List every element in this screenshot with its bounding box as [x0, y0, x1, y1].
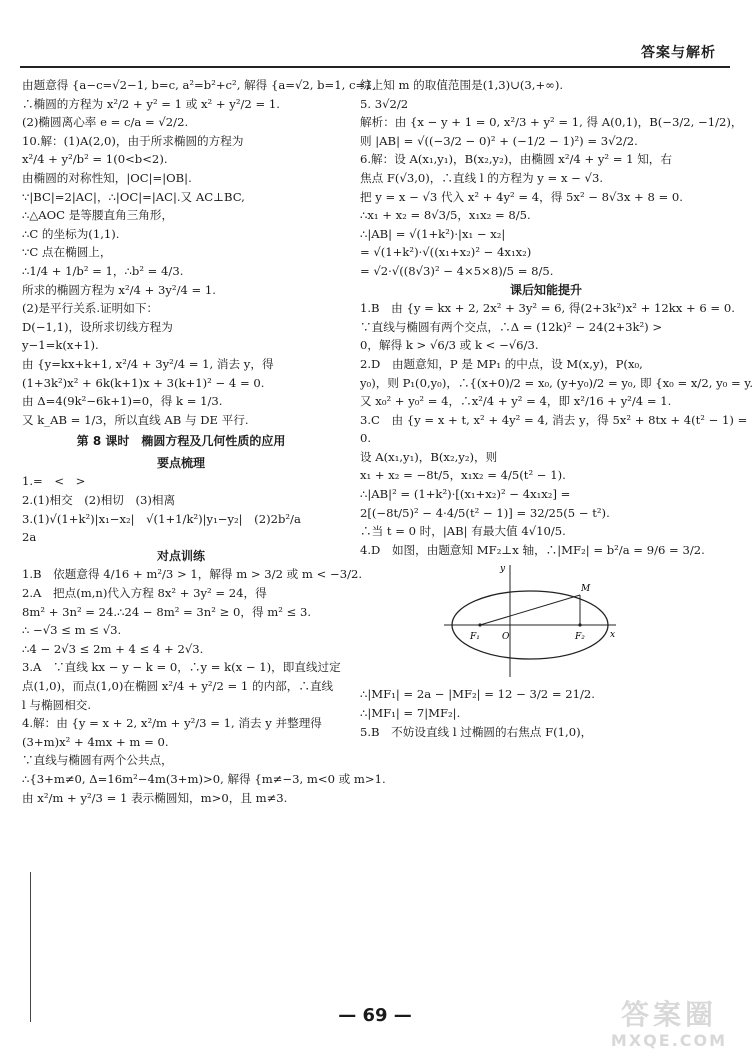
- text-line: 2.(1)相交 (2)相切 (3)相离: [22, 493, 176, 508]
- text-line: 所求的椭圆方程为 x²/4 + 3y²/4 = 1.: [22, 282, 216, 297]
- text-line: 解析：由 {x − y + 1 = 0, x²/3 + y² = 1, 得 A(0,1)，B(−3/2, −1/2)，: [360, 115, 743, 130]
- line-f1-m: [480, 595, 580, 625]
- page-number: — 69 —: [338, 1005, 412, 1026]
- text-line: 综上知 m 的取值范围是(1,3)∪(3,+∞).: [360, 78, 564, 92]
- point-f2: [578, 624, 581, 627]
- text-line: 4.解：由 {y = x + 2, x²/m + y²/3 = 1, 消去 y 并整理得: [22, 716, 322, 731]
- page-header: [20, 40, 730, 68]
- text-line: 0，解得 k > √6/3 或 k < −√6/3.: [360, 338, 539, 353]
- text-line: 由 {y=kx+k+1, x²/4 + 3y²/4 = 1, 消去 y，得: [22, 356, 274, 371]
- text-line: ∴ −√3 ≤ m ≤ √3.: [22, 623, 122, 638]
- origin-label: O: [502, 632, 510, 643]
- text-line: 1.= < >: [22, 474, 86, 489]
- text-line: 则 |AB| = √((−3/2 − 0)² + (−1/2 − 1)²) = 3√2/2.: [360, 133, 638, 148]
- text-line: 把 y = x − √3 代入 x² + 4y² = 4，得 5x² − 8√3x + 8 = 0.: [360, 189, 683, 204]
- text-line: ∴C 的坐标为(1,1).: [22, 226, 120, 241]
- point-f1-label: F₁: [470, 632, 480, 643]
- text-line: 由题意得 {a−c=√2−1, b=c, a²=b²+c², 解得 {a=√2, b=1, c=1,: [22, 78, 377, 92]
- text-line: 由椭圆的对称性知，|OC|=|OB|.: [22, 170, 192, 185]
- text-line: ∵C 点在椭圆上，: [22, 245, 112, 260]
- text-line: 3.A ∵直线 kx − y − k = 0，∴y = k(x − 1)，即直线过定: [22, 660, 341, 675]
- text-line: 1.B 由 {y = kx + 2, 2x² + 3y² = 6, 得(2+3k²)x² + 12kx + 6 = 0.: [360, 301, 735, 316]
- text-line: ∴当 t = 0 时，|AB| 有最大值 4√10/5.: [360, 524, 566, 539]
- text-line: ∴1/4 + 1/b² = 1，∴b² = 4/3.: [22, 263, 184, 278]
- text-line: (3+m)x² + 4mx + m = 0.: [22, 734, 169, 749]
- header-title: 答案与解析: [641, 45, 716, 61]
- ellipse-figure: [440, 561, 620, 681]
- point-f1: [478, 624, 481, 627]
- text-line: ∴|AB| = √(1+k²)·|x₁ − x₂|: [360, 226, 506, 241]
- margin-rule: [30, 872, 31, 1022]
- point-m-label: M: [581, 584, 591, 595]
- text-line: ∴|AB|² = (1+k²)·[(x₁+x₂)² − 4x₁x₂] =: [360, 487, 571, 502]
- text-line: 3.C 由 {y = x + t, x² + 4y² = 4, 消去 y，得 5x² + 8tx + 4(t² − 1) =: [360, 412, 748, 427]
- text-line: 由 x²/m + y²/3 = 1 表示椭圆知，m>0，且 m≠3.: [22, 790, 288, 805]
- subsection-heading: 要点梳理: [156, 455, 205, 470]
- text-line: ∴|MF₁| = 2a − |MF₂| = 12 − 3/2 = 21/2.: [360, 687, 595, 702]
- text-line: 2[(−8t/5)² − 4·4/5(t² − 1)] = 32/25(5 − t²).: [360, 505, 610, 520]
- text-line: 0.: [360, 431, 372, 446]
- right-column: [360, 76, 753, 741]
- subsection-heading: 课后知能提升: [509, 282, 582, 297]
- point-f2-label: F₂: [575, 632, 585, 643]
- text-line: x²/4 + y²/b² = 1(0<b<2).: [22, 152, 168, 167]
- text-line: = √(1+k²)·√((x₁+x₂)² − 4x₁x₂): [360, 245, 532, 260]
- text-line: 2.A 把点(m,n)代入方程 8x² + 3y² = 24，得: [22, 586, 267, 601]
- y-axis-label: y: [500, 564, 506, 575]
- text-line: y₀)，则 P₁(0,y₀)，∴{(x+0)/2 = x₀, (y+y₀)/2 = y₀, 即 {x₀ = x/2, y₀ = y.: [360, 375, 753, 390]
- text-line: 又 k_AB = 1/3，所以直线 AB 与 DE 平行.: [22, 412, 249, 427]
- text-line: l 与椭圆相交.: [22, 697, 92, 712]
- text-line: 4.D 如图，由题意知 MF₂⊥x 轴，∴|MF₂| = b²/a = 9/6 = 3/2.: [360, 542, 705, 557]
- text-line: 又 x₀² + y₀² = 4，∴x²/4 + y² = 4，即 x²/16 + y²/4 = 1.: [360, 394, 672, 409]
- text-line: y−1=k(x+1).: [22, 338, 99, 353]
- text-line: ∵|BC|=2|AC|，∴|OC|=|AC|.又 AC⊥BC,: [22, 189, 245, 204]
- text-line: ∵直线与椭圆有两个交点，∴Δ = (12k)² − 24(2+3k²) >: [360, 319, 663, 334]
- x-axis-label: x: [610, 630, 616, 641]
- watermark: [594, 999, 744, 1059]
- text-line: 2a: [22, 530, 37, 545]
- text-line: 1.B 依题意得 4/16 + m²/3 > 1，解得 m > 3/2 或 m < −3/2.: [22, 567, 363, 582]
- subsection-heading: 对点训练: [156, 548, 205, 563]
- section-heading: 第 8 课时 椭圆方程及几何性质的应用: [76, 434, 286, 449]
- text-line: 设 A(x₁,y₁)，B(x₂,y₂)，则: [360, 449, 498, 464]
- text-line: ∴△AOC 是等腰直角三角形，: [22, 208, 174, 223]
- text-line: 点(1,0)，而点(1,0)在椭圆 x²/4 + y²/2 = 1 的内部，∴直线: [22, 679, 334, 693]
- text-line: 2.D 由题意知，P 是 MP₁ 的中点，设 M(x,y)，P(x₀,: [360, 356, 643, 371]
- watermark-line2: MXQE.COM: [610, 1031, 728, 1050]
- text-line: (1+3k²)x² + 6k(k+1)x + 3(k+1)² − 4 = 0.: [22, 375, 265, 390]
- text-line: 由 Δ=4(9k²−6k+1)=0，得 k = 1/3.: [22, 394, 223, 409]
- text-line: = √2·√((8√3)² − 4×5×8)/5 = 8/5.: [360, 263, 554, 278]
- text-line: (2)是平行关系.证明如下：: [22, 301, 159, 316]
- watermark-line1: 答案圈: [620, 998, 717, 1031]
- text-line: ∴4 − 2√3 ≤ 2m + 4 ≤ 4 + 2√3.: [22, 641, 204, 656]
- text-line: ∴椭圆的方程为 x²/2 + y² = 1 或 x² + y²/2 = 1.: [22, 96, 280, 111]
- text-line: 8m² + 3n² = 24.∴24 − 8m² = 3n² ≥ 0，得 m² ≤ 3.: [22, 604, 312, 619]
- text-line: 5.B 不妨设直线 l 过椭圆的右焦点 F(1,0)，: [360, 724, 593, 739]
- text-line: D(−1,1)，设所求切线方程为: [22, 319, 173, 334]
- text-line: ∴x₁ + x₂ = 8√3/5，x₁x₂ = 8/5.: [360, 208, 531, 223]
- text-line: ∴|MF₁| = 7|MF₂|.: [360, 706, 461, 721]
- text-line: 5. 3√2/2: [360, 96, 409, 111]
- text-line: 10.解：(1)A(2,0)，由于所求椭圆的方程为: [22, 133, 244, 148]
- text-line: x₁ + x₂ = −8t/5，x₁x₂ = 4/5(t² − 1).: [360, 468, 566, 483]
- text-line: ∴{3+m≠0, Δ=16m²−4m(3+m)>0, 解得 {m≠−3, m<0 或 m>1.: [22, 771, 386, 786]
- text-line: 6.解：设 A(x₁,y₁)，B(x₂,y₂)，由椭圆 x²/4 + y² = 1 知，右: [360, 152, 672, 167]
- text-line: 焦点 F(√3,0)，∴直线 l 的方程为 y = x − √3.: [360, 170, 604, 185]
- text-line: ∵直线与椭圆有两个公共点，: [22, 753, 173, 768]
- text-line: (2)椭圆离心率 e = c/a = √2/2.: [22, 115, 189, 130]
- text-line: 3.(1)√(1+k²)|x₁−x₂| √(1+1/k²)|y₁−y₂| (2)2b²/a: [22, 511, 301, 526]
